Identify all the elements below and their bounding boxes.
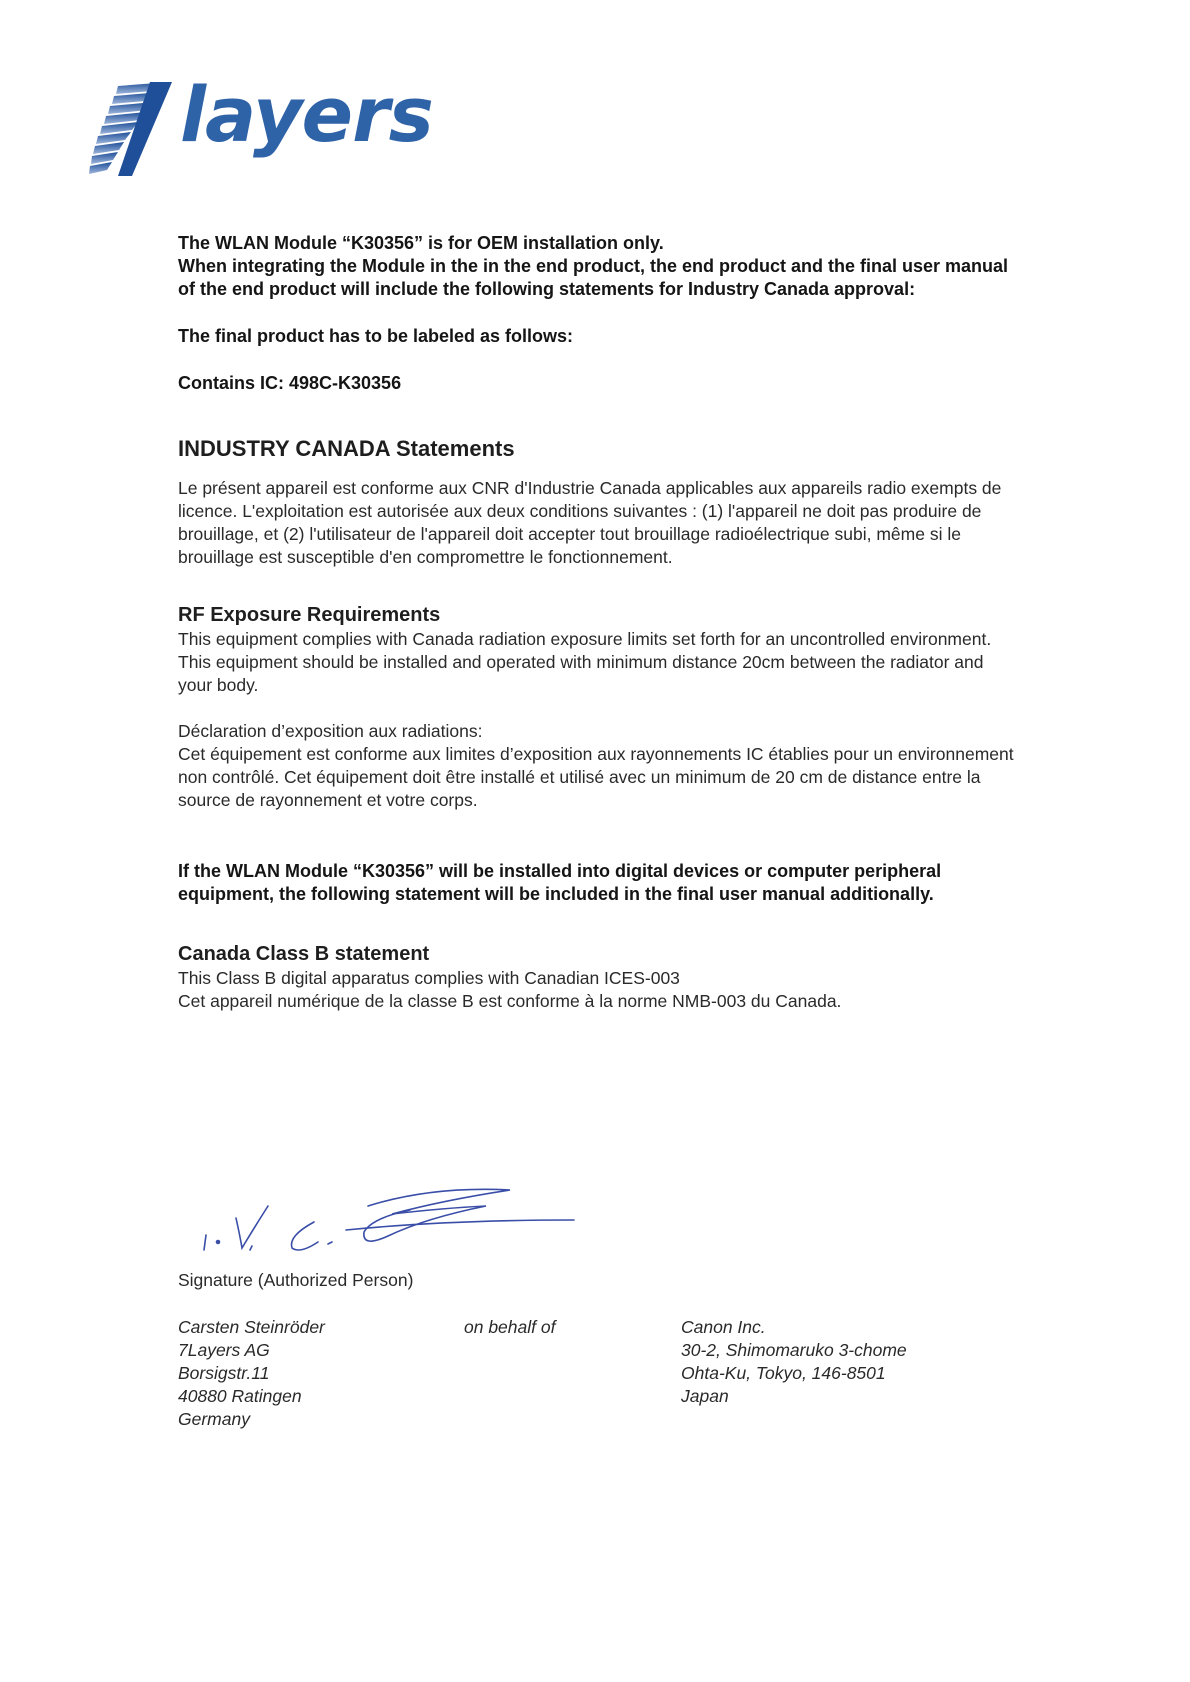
- industry-canada-heading: INDUSTRY CANADA Statements: [178, 436, 515, 461]
- signatory-street: Borsigstr.11: [178, 1363, 270, 1383]
- signatory-address: [178, 1316, 325, 1431]
- signatory-company: 7Layers AG: [178, 1340, 270, 1360]
- client-name: Canon Inc.: [681, 1317, 766, 1337]
- class-b-heading: Canada Class B statement: [178, 943, 430, 965]
- rf-exposure-paragraph-en: This equipment complies with Canada radiation exposure limits set forth for an uncontrolled environment. This equipment should be installed and operated with minimum distance 20cm between the radiator and your body.: [178, 629, 992, 695]
- rf-exposure-paragraph-fr: Cet équipement est conforme aux limites d’exposition aux rayonnements IC établies pour un environnement non contrôlé. Cet équipement doit être installé et utilisé avec un minimum de 20 cm de distance entre la source de rayonnement et votre corps.: [178, 744, 1014, 810]
- oem-notice: The WLAN Module “K30356” is for OEM installation only.: [178, 233, 664, 253]
- on-behalf-label: on behalf of: [464, 1317, 556, 1337]
- handwritten-signature: [196, 1170, 576, 1260]
- rf-exposure-fr-heading: Déclaration d’exposition aux radiations:: [178, 721, 483, 741]
- logo-wordmark: layers: [180, 70, 433, 159]
- class-b-line-fr: Cet appareil numérique de la classe B est conforme à la norme NMB-003 du Canada.: [178, 991, 842, 1011]
- client-country: Japan: [681, 1386, 729, 1406]
- industry-canada-paragraph: Le présent appareil est conforme aux CNR d'Industrie Canada applicables aux appareils radio exempts de licence. L'exploitation est autorisée aux deux conditions suivantes : (1) l'appareil ne doit pas produire de brouillage, et (2) l'utilisateur de l'appareil doit accepter tout brouillage radioélectrique subi, même si le brouillage est susceptible d'en compromettre le fonctionnement.: [178, 478, 1002, 567]
- signatory-city: 40880 Ratingen: [178, 1386, 302, 1406]
- company-logo: [88, 70, 433, 200]
- signatory-country: Germany: [178, 1409, 250, 1429]
- rf-exposure-heading: RF Exposure Requirements: [178, 604, 441, 626]
- class-b-line-en: This Class B digital apparatus complies with Canadian ICES-003: [178, 968, 680, 988]
- integration-notice: When integrating the Module in the in the end product, the end product and the final user manual of the end product will include the following statements for Industry Canada approval:: [178, 256, 1009, 299]
- digital-devices-notice: If the WLAN Module “K30356” will be installed into digital devices or computer peripheral equipment, the following statement will be included in the final user manual additionally.: [178, 861, 942, 904]
- signature-caption: Signature (Authorized Person): [178, 1270, 414, 1290]
- client-address: [681, 1316, 907, 1408]
- label-statement: The final product has to be labeled as follows:: [178, 326, 574, 346]
- client-street: 30-2, Shimomaruko 3-chome: [681, 1340, 907, 1360]
- signatory-name: Carsten Steinröder: [178, 1317, 325, 1337]
- client-city: Ohta-Ku, Tokyo, 146-8501: [681, 1363, 886, 1383]
- document-body: [178, 232, 1018, 1013]
- contains-ic-label: Contains IC: 498C-K30356: [178, 373, 402, 393]
